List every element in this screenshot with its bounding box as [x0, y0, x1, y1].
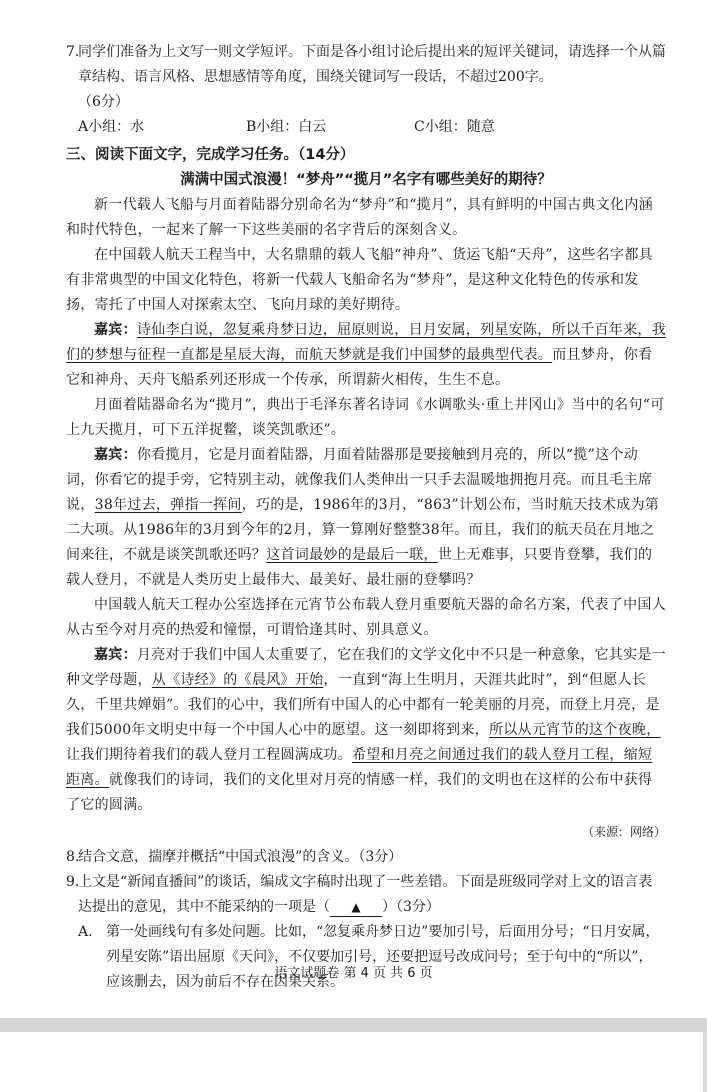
option-b: B小组：白云	[246, 119, 327, 135]
article-paragraph: 月面着陆器命名为“揽月”，典出于毛泽东著名诗词《水调歌头·重上井冈山》当中的名句“可上九天揽月，可下五洋捉鳖，谈笑凯歌还”。	[66, 397, 665, 438]
question-number: 9.	[66, 874, 80, 890]
question-text: 结合文意，揣摩并概括“中国式浪漫”的含义。（3分）	[78, 849, 403, 865]
article-source: （来源：网络）	[581, 825, 666, 839]
article-paragraph: 在中国载人航天工程当中，大名鼎鼎的载人飞船“神舟”、货运飞船“天舟”，这些名字都具有非常典型的中国文化特色，将新一代载人飞船命名为“梦舟”，是这种文化特色的传承和发扬，寄托了中国人对探索太空、飞向月球的美好期待。	[66, 247, 653, 313]
option-a: A小组：水	[78, 119, 145, 135]
underlined-sentence-6: 希望和月亮之间通过我们的载人登月工程，缩短距离。	[66, 747, 653, 788]
speaker-label: 嘉宾：	[94, 647, 137, 663]
underlined-sentence-5: 所以从元宵节的这个夜晚，	[488, 722, 661, 738]
question-score: （6分）	[78, 94, 129, 110]
guest-paragraph	[66, 443, 666, 593]
question-9-option-a	[78, 920, 666, 995]
paragraph-text: ，一直到“海上生明月，天涯共此时”，到“但愿人长久，千里共婵娟”。我们的心中，我们所有中国人的心中都有一轮美丽的月亮，而登上月亮，是我们5000年文明史中每一个中国人心中的愿望。这一刻即将到来，	[66, 672, 660, 738]
question-7-options	[66, 115, 666, 140]
page-content	[66, 40, 666, 995]
underlined-sentence-1: 诗仙李白说，忽复乘舟梦日边，屈原则说，日月安属，列星安陈，所以千百年来，我们的梦想与征程一直都是星辰大海，而航天梦就是我们中国梦的最典型代表。	[66, 322, 667, 363]
option-label: A.	[78, 924, 93, 940]
paragraph-text: 世上无难事，只要肯登攀，我们的载人登月，不就是人类历史上最伟大、最美好、最壮丽的登攀吗？	[66, 547, 653, 588]
paragraph-text: 让我们期待着我们的载人登月工程圆满成功。	[66, 747, 352, 763]
question-text: 同学们准备为上文写一则文学短评。下面是各小组讨论后提出来的短评关键词，请选择一个从篇章结构、语言风格、思想感情等角度，围绕关键词写一段话，不超过200字。	[78, 44, 666, 85]
underlined-sentence-4: 从《诗经》的《晨风》开始	[151, 672, 324, 688]
guest-paragraph	[66, 643, 666, 818]
guest-paragraph	[66, 318, 666, 393]
answer-blank	[330, 898, 382, 917]
speaker-label: 嘉宾：	[94, 447, 137, 463]
option-c: C小组：随意	[414, 119, 495, 135]
section-heading: 三、阅读下面文字，完成学习任务。（14分）	[66, 147, 355, 163]
question-8	[66, 845, 666, 870]
paragraph-text: ，巧的是，1986年的3月，“863”计划公布，当时航天技术成为第二大项。从1986年的3月到今年的2月，算一算刚好整整38年。而且，我们的航天员在月地之间来往，不就是谈笑凯歌还吗？	[66, 497, 660, 563]
paragraph-text: 而且梦舟，你看它和神舟、天舟飞船系列还形成一个传承，所谓薪火相传，生生不息。	[66, 347, 653, 388]
underlined-sentence-2: 38年过去，弹指一挥间	[94, 497, 242, 513]
paragraph-text: 月亮对于我们中国人太重要了，它在我们的文学文化中不只是一种意象，它其实是一种文学母题，	[66, 647, 667, 688]
page-gap	[0, 1018, 707, 1032]
paragraph-text: 你看揽月，它是月面着陆器，月面着陆器那是要接触到月亮的，所以“揽”这个动词，你看它的提手旁，它特别主动，就像我们人类伸出一只手去温暖地拥抱月亮。而且毛主席说，	[66, 447, 653, 513]
triangle-icon: ▲	[351, 900, 361, 914]
underlined-sentence-3: 这首词最妙的是最后一联，	[266, 547, 438, 563]
article-title: 满满中国式浪漫！“梦舟”“揽月”名字有哪些美好的期待？	[180, 172, 552, 188]
article-paragraph: 新一代载人飞船与月面着陆器分别命名为“梦舟”和“揽月”，具有鲜明的中国古典文化内涵和时代特色，一起来了解一下这些美丽的名字背后的深刻含义。	[66, 197, 653, 238]
article-paragraph: 中国载人航天工程办公室选择在元宵节公布载人登月重要航天器的命名方案，代表了中国人从古至今对月亮的热爱和憧憬，可谓恰逢其时、别具意义。	[66, 597, 666, 638]
next-page	[0, 1032, 707, 1092]
question-text: 上文是“新闻直播间”的谈话，编成文字稿时出现了一些差错。下面是班级同学对上文的语言表达提出的意见，其中不能采纳的一项是（	[78, 874, 653, 915]
question-number: 7.	[66, 44, 80, 60]
speaker-label: 嘉宾：	[94, 322, 137, 338]
option-text: 第一处画线句有多处问题。比如，“忽复乘舟梦日边”要加引号，后面用分号；“日月安属，列星安陈”语出屈原《天问》，不仅要加引号，还要把逗号改成问号；至于句中的“所以”，应该删去，因为前后不存在因果关系。	[106, 924, 660, 990]
page-edge	[703, 1032, 707, 1092]
question-number: 8.	[66, 849, 80, 865]
question-7	[66, 40, 666, 90]
question-score: ）（3分）	[382, 899, 440, 915]
page-footer: 语文试题卷 第 4 页 共 6 页	[274, 966, 433, 981]
question-9	[66, 870, 666, 920]
paragraph-text: 就像我们的诗词，我们的文化里对月亮的情感一样，我们的文明也在这样的公布中获得了它的圆满。	[66, 772, 653, 813]
